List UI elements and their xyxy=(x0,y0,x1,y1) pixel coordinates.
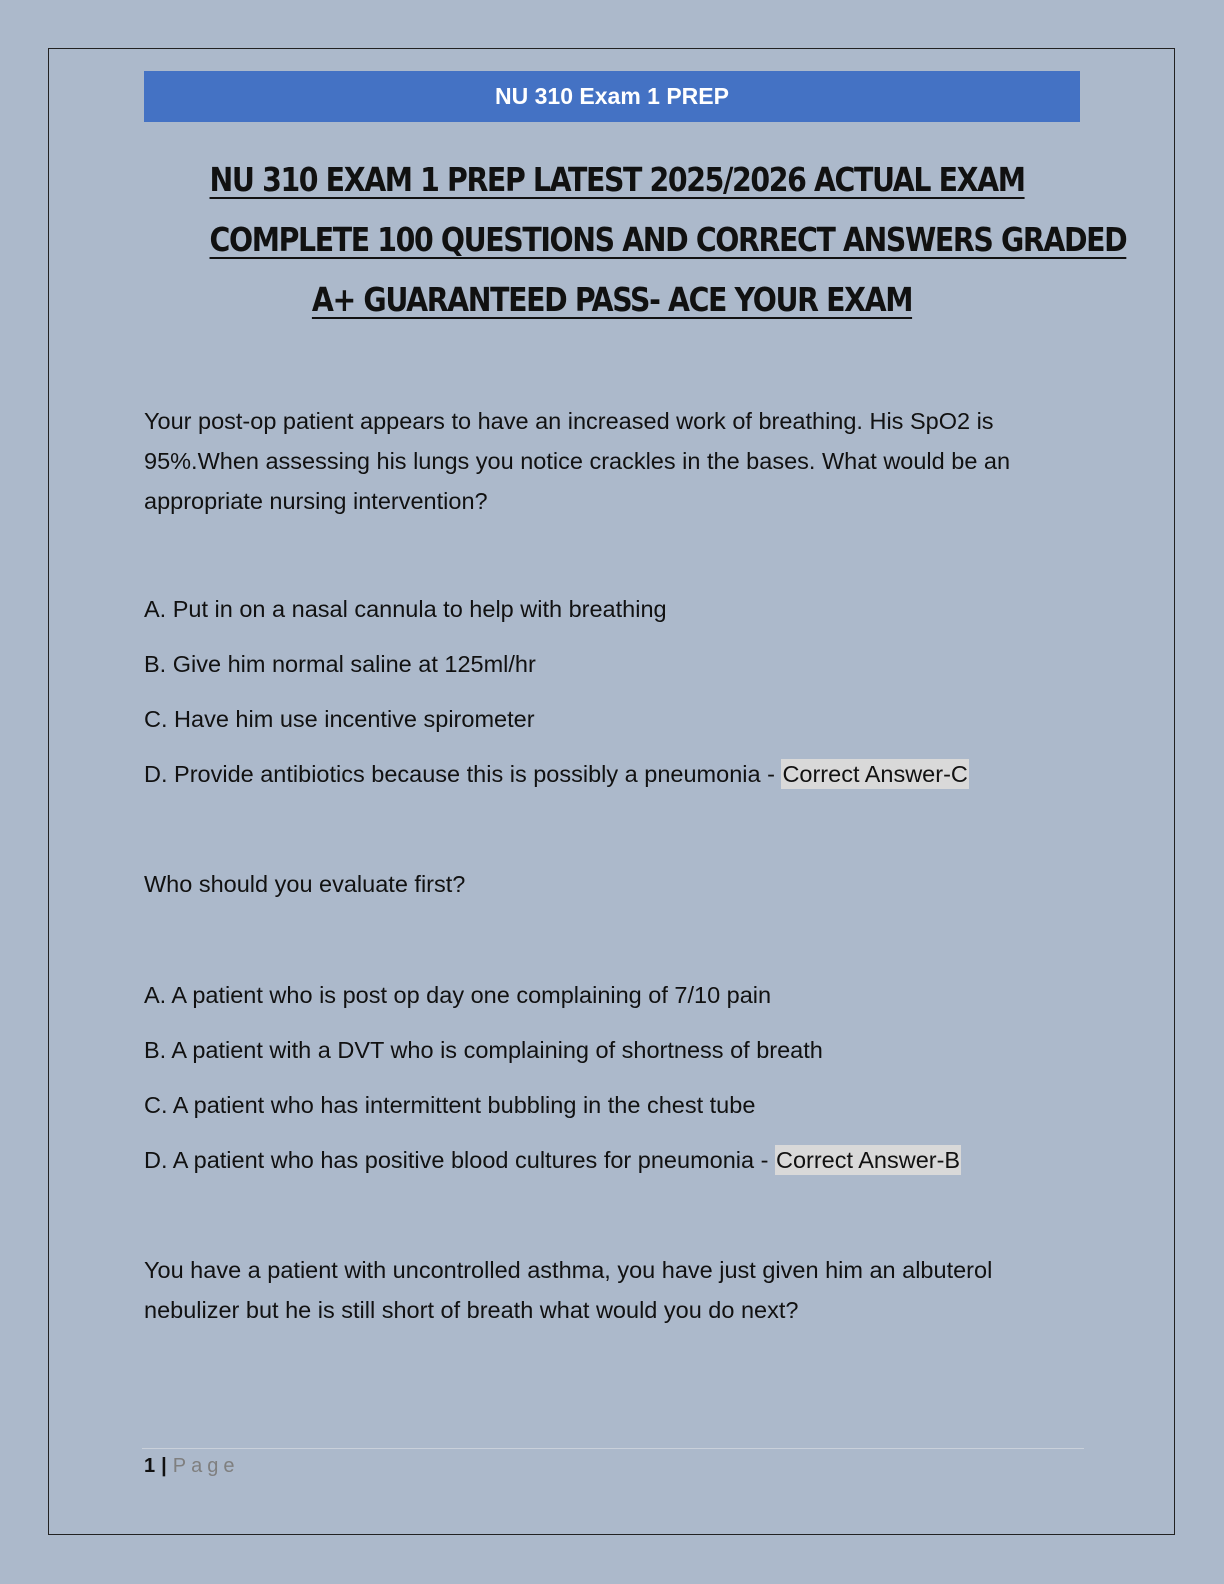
document-title xyxy=(209,150,1127,330)
question-1-text: Your post-op patient appears to have an increased work of breathing. His SpO2 is 95%.When assessing his lungs you notice crackles in the bases. What would be an appropriate nursing intervention? xyxy=(144,408,1011,514)
question-1 xyxy=(144,401,1084,521)
page-footer xyxy=(144,1454,239,1478)
question-1-option-c: C. Have him use incentive spirometer xyxy=(144,706,535,732)
question-2-option-a: A. A patient who is post op day one complaining of 7/10 pain xyxy=(144,982,772,1008)
header-banner xyxy=(144,71,1080,122)
footer-separator: | xyxy=(161,1455,167,1477)
footer-divider xyxy=(142,1448,1084,1449)
question-1-option-d xyxy=(144,761,969,788)
question-1-option-a: A. Put in on a nasal cannula to help with breathing xyxy=(144,596,667,622)
question-2-option-c: C. A patient who has intermittent bubbling in the chest tube xyxy=(144,1092,756,1118)
question-2-option-d xyxy=(144,1147,961,1174)
header-banner-text: NU 310 Exam 1 PREP xyxy=(495,83,729,109)
question-2 xyxy=(144,864,1084,904)
question-2-option-b: B. A patient with a DVT who is complaining of shortness of breath xyxy=(144,1037,823,1063)
question-2-answer: Correct Answer-B xyxy=(775,1147,961,1173)
page-label: Page xyxy=(172,1455,240,1477)
question-1-option-d-text: D. Provide antibiotics because this is possibly a pneumonia - xyxy=(144,761,782,787)
title-line-2: COMPLETE 100 QUESTIONS AND CORRECT ANSWERS GRADED xyxy=(209,220,1127,259)
question-1-option-b: B. Give him normal saline at 125ml/hr xyxy=(144,651,536,677)
question-1-answer: Correct Answer-C xyxy=(782,761,968,787)
title-line-3: A+ GUARANTEED PASS- ACE YOUR EXAM xyxy=(311,280,913,319)
page-number: 1 xyxy=(144,1455,156,1477)
question-3 xyxy=(144,1250,1084,1330)
title-line-1: NU 310 EXAM 1 PREP LATEST 2025/2026 ACTUAL EXAM xyxy=(209,160,1025,199)
question-2-text: Who should you evaluate first? xyxy=(144,871,466,897)
question-3-text: You have a patient with uncontrolled asthma, you have just given him an albuterol nebulizer but he is still short of breath what would you do next? xyxy=(144,1257,993,1323)
question-2-option-d-text: D. A patient who has positive blood cultures for pneumonia - xyxy=(144,1147,775,1173)
